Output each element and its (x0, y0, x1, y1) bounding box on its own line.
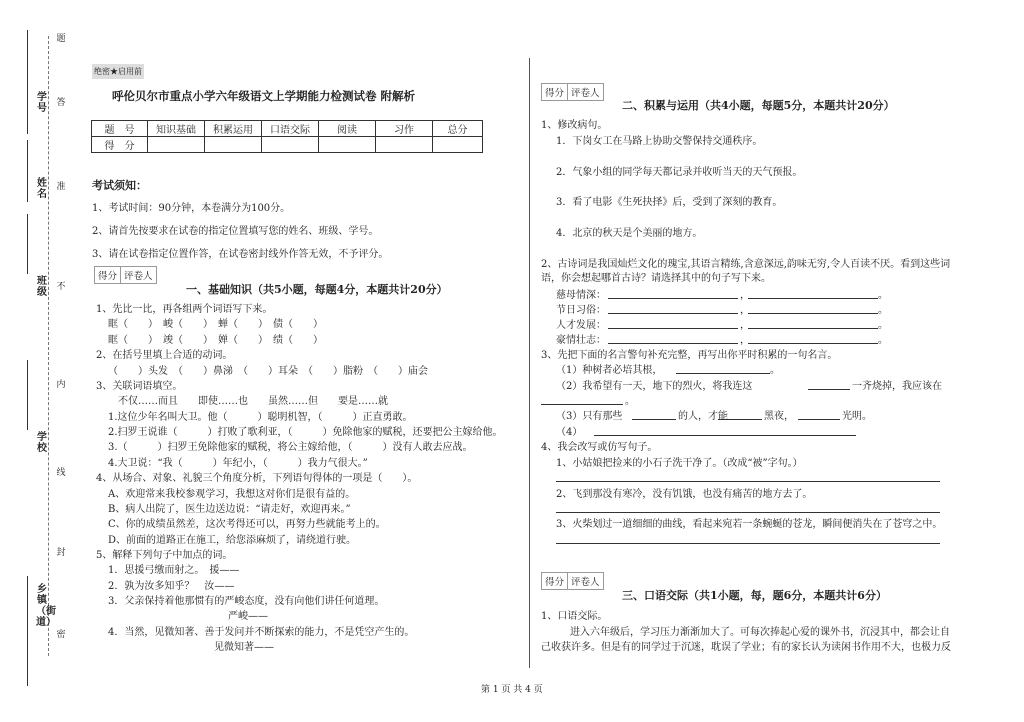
grader-reviewer-label: 评卷人 (571, 577, 600, 588)
score-table-cell: 阅读 (319, 121, 376, 137)
page-number: 第 1 页 共 4 页 (481, 685, 543, 695)
s2-line: 1．下岗女工在马路上协助交警保持交通秩序。 (556, 136, 763, 147)
s2-line: 4．北京的秋天是个美丽的地方。 (556, 228, 703, 239)
grader-reviewer-label: 评卷人 (124, 271, 153, 282)
margin-xingming: 姓名 (37, 178, 47, 200)
s2-line: （2）我希望有一天，地下的烈火，将我连这 (556, 381, 753, 392)
s2-line: 慈母情深： (556, 290, 606, 301)
s2-line: 3、先把下面的名言警句补充完整，再写出你平时积累的一句名言。 (541, 350, 838, 361)
margin-xuehao: 学号 (37, 92, 47, 114)
s3-line: 己收获许多。但是有的同学过于沉迷，耽误了学业；有的家长认为读闲书作用不大，也极力反 (541, 642, 951, 653)
s3-line: 1、口语交际。 (541, 611, 608, 622)
section2-heading: 二、积累与运用（共4小题，每题5分，本题共计20分） (622, 99, 895, 112)
answer-blank[interactable] (541, 404, 623, 405)
answer-line[interactable] (556, 512, 940, 513)
margin-xuexiao: 学校 (37, 432, 47, 454)
margin-zhun: 准 (56, 182, 66, 192)
s1-line: 眶（ ） 竣（ ） 婵（ ） 绩（ ） (108, 335, 323, 346)
answer-blank[interactable] (748, 298, 878, 299)
s1-line: 5、解释下列句子中加点的词。 (96, 550, 233, 561)
period: 。 (878, 305, 888, 316)
notice-item: 1、考试时间：90分钟，本卷满分为100分。 (92, 203, 291, 214)
score-table-cell: 题 号 (92, 121, 148, 137)
grader-score-label: 得分 (542, 84, 568, 100)
s1-line: A、欢迎常来我校参观学习，我想这对你们是很有益的。 (108, 489, 356, 500)
comma: ， (740, 320, 750, 331)
score-table (91, 120, 483, 153)
score-table-cell: 知识基础 (148, 121, 205, 137)
s2-line: 2．气象小组的同学每天都记录并收听当天的天气预报。 (556, 167, 803, 178)
s1-line: B、病人出院了，医生边送边说：“请走好，欢迎再来。” (108, 504, 351, 515)
column-divider (529, 58, 530, 668)
answer-blank[interactable] (748, 313, 878, 314)
grader-score-label: 得分 (95, 267, 121, 283)
period: 。 (625, 396, 635, 407)
margin-bu: 不 (56, 282, 66, 292)
answer-blank[interactable] (718, 419, 762, 420)
grader-score-label: 得分 (542, 573, 568, 589)
s3-line: 进入六年级后，学习压力渐渐加大了。可每次捧起心爱的课外书，沉浸其中，都会让自 (570, 627, 950, 638)
answer-blank[interactable] (608, 298, 738, 299)
answer-blank[interactable] (748, 343, 878, 344)
s1-line: 1．思援弓缴而射之。 援—— (108, 565, 240, 576)
xuexiao-line (27, 360, 28, 430)
s1-line: 不仅……而且 即使……也 虽然……但 要是……就 (118, 396, 388, 407)
s2-line: 的人，才能 (678, 411, 728, 422)
seal-line (48, 36, 49, 656)
s2-line: 2、古诗词是我国灿烂文化的瑰宝,其语言精练,含意深远,韵味无穷,令人百读不厌。看到这些词 (541, 259, 951, 270)
margin-da: 答 (56, 98, 66, 108)
s2-line: 1、修改病句。 (541, 120, 608, 131)
s1-line: 4.大卫说：“我（ ）年纪小，（ ）我力气很大。” (108, 458, 368, 469)
s2-line: 黑夜， (764, 411, 794, 422)
xiangzhen-line (27, 576, 28, 686)
notice-item: 3、请在试卷指定位置作答，在试卷密封线外作答无效，不予评分。 (92, 249, 389, 260)
comma: ， (740, 290, 750, 301)
s1-line: 1.这位少年名叫大卫。他（ ）聪明机智，（ ）正直勇敢。 (108, 412, 413, 423)
answer-line[interactable] (556, 543, 940, 544)
s1-line: 3、关联词语填空。 (96, 381, 183, 392)
s2-line: 光明。 (842, 411, 872, 422)
margin-ti: 题 (56, 34, 66, 44)
answer-blank[interactable] (748, 328, 878, 329)
s2-line: （3）只有那些 (556, 411, 623, 422)
margin-nei: 内 (56, 380, 66, 390)
s1-line: 见微知著—— (214, 642, 274, 653)
s2-line: 1、小姑娘把捡来的小石子洗干净了。（改成“被”字句。） (556, 458, 803, 469)
score-input-cell[interactable] (148, 137, 205, 153)
s2-line: 语，你会想起哪首古诗？请选择其中的句子写下来。 (541, 273, 771, 284)
s2-line: 人才发展： (556, 320, 606, 331)
xingming-line (27, 140, 28, 202)
period: 。 (878, 335, 888, 346)
s1-line: 4．当然，见微知著、善于发问并不断探索的能力，不是凭空产生的。 (108, 627, 415, 638)
s1-line: （ ）头发 （ ）鼻涕 （ ）耳朵 （ ）脂粉 （ ）庙会 (108, 366, 428, 377)
margin-feng: 封 (56, 548, 66, 558)
answer-blank[interactable] (608, 343, 738, 344)
s2-line: 4、我会改写或仿写句子。 (541, 442, 658, 453)
section1-heading: 一、基础知识（共5小题，每题4分，本题共计20分） (186, 283, 448, 296)
s1-line: 3．父亲保持着他那惯有的严峻态度，没有向他们讲任何道理。 (108, 596, 385, 607)
period: 。 (878, 290, 888, 301)
s2-line: （1）种树者必培其根， (556, 365, 663, 376)
score-input-cell[interactable] (205, 137, 262, 153)
margin-xian: 线 (56, 468, 66, 478)
score-table-cell: 习作 (376, 121, 433, 137)
grader-box (94, 266, 157, 284)
answer-line[interactable] (556, 481, 940, 482)
score-table-cell: 总分 (433, 121, 483, 137)
s1-line: 1、先比一比，再各组两个词语写下来。 (96, 304, 273, 315)
answer-blank[interactable] (594, 435, 856, 436)
section3-heading: 三、口语交际（共1小题，每，题6分，本题共计6分） (622, 589, 887, 602)
score-table-cell: 得 分 (92, 137, 148, 153)
score-table-cell: 口语交际 (262, 121, 319, 137)
score-table-cell: 积累运用 (205, 121, 262, 137)
period: 。 (878, 320, 888, 331)
grader-reviewer-label: 评卷人 (571, 88, 600, 99)
margin-mi: 密 (56, 630, 66, 640)
margin-xiangzhen: 乡镇（街道） (36, 584, 56, 628)
s2-line: 节日习俗： (556, 305, 606, 316)
s2-line: （4） (556, 427, 583, 438)
score-input-cell[interactable] (376, 137, 433, 153)
grader-box (541, 83, 604, 101)
s1-line: 2.扫罗王说谁（ ）打败了歌利亚，（ ）免除他家的赋税，还要把公主嫁给他。 (108, 427, 503, 438)
notice-heading: 考试须知： (92, 179, 147, 192)
s1-line: 2、在括号里填上合适的动词。 (96, 350, 233, 361)
comma: ， (740, 305, 750, 316)
exam-title: 呼伦贝尔市重点小学六年级语文上学期能力检测试卷 附解析 (112, 89, 416, 103)
s1-line: 2．孰为汝多知乎？ 汝—— (108, 581, 235, 592)
s2-line: 2、飞到那没有寒冷，没有饥饿，也没有痛苦的地方去了。 (556, 489, 813, 500)
comma: ， (740, 335, 750, 346)
s1-line: 眶（ ） 峻（ ） 蝉（ ） 债（ ） (108, 319, 323, 330)
period: 。 (770, 365, 780, 376)
grader-box (541, 572, 604, 590)
s1-line: 4、从场合、对象、礼貌三个角度分析，下列语句得体的一项是（ ）。 (96, 473, 418, 484)
score-input-cell[interactable] (433, 137, 483, 153)
s1-line: 严峻—— (228, 611, 268, 622)
s2-line: 豪情壮志： (556, 335, 606, 346)
answer-blank[interactable] (808, 389, 850, 390)
s2-line: 一齐烧掉，我应该在 (852, 381, 942, 392)
s2-line: 3、火柴划过一道细细的曲线，看起来宛若一条蜿蜒的苍龙，瞬间便消失在了苍穹之中。 (556, 519, 943, 530)
s1-line: 3.（ ）扫罗王免除他家的赋税，将公主嫁给他，（ ）没有人敢去应战。 (108, 442, 473, 453)
s1-line: C、你的成绩虽然差，这次考得还可以，再努力些就能考上的。 (108, 519, 386, 530)
s1-line: D、前面的道路正在施工，给您添麻烦了，请绕道行驶。 (108, 535, 357, 546)
notice-item: 2、请首先按要求在试卷的指定位置填写您的姓名、班级、学号。 (92, 226, 379, 237)
answer-blank[interactable] (608, 328, 738, 329)
answer-blank[interactable] (632, 419, 676, 420)
s2-line: 3．看了电影《生死抉择》后，受到了深刻的教育。 (556, 197, 783, 208)
margin-banji: 班级 (37, 276, 47, 298)
answer-blank[interactable] (608, 313, 738, 314)
score-input-cell[interactable] (319, 137, 376, 153)
answer-blank[interactable] (676, 373, 770, 374)
banji-line (27, 214, 28, 274)
secret-label: 绝密★启用前 (92, 64, 144, 79)
xuehao-line (27, 30, 28, 134)
answer-blank[interactable] (798, 419, 840, 420)
score-input-cell[interactable] (262, 137, 319, 153)
